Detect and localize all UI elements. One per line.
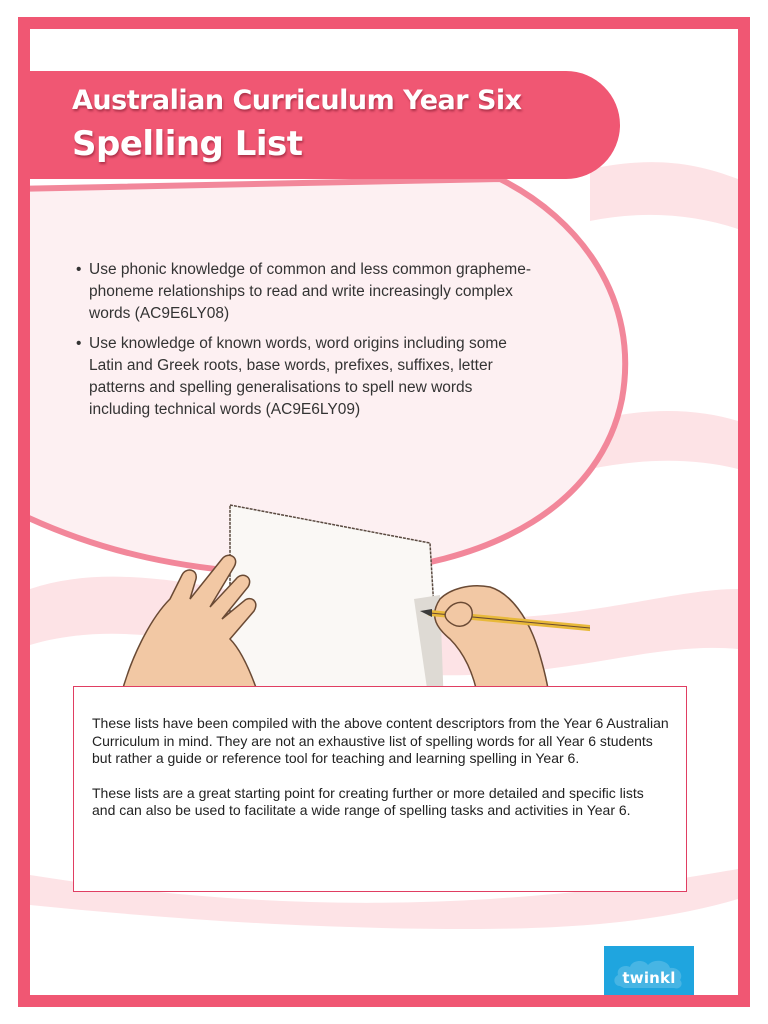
- logo-text: twinkl: [622, 969, 676, 987]
- descriptor-item: • Use phonic knowledge of common and less common grapheme-phoneme relationships to read and write increasingly complex words (AC9E6LY08): [76, 259, 536, 325]
- info-paragraph: These lists are a great starting point for creating further or more detailed and specific lists and can also be used to facilitate a wide range of spelling tasks and activities in Year 6.: [92, 784, 644, 818]
- paper-sheet: [230, 505, 440, 699]
- descriptor-item: • Use knowledge of known words, word origins including some Latin and Greek roots, base words, prefixes, suffixes, letter patterns and spelling generalisations to spell new words including technical words (AC9E6LY09): [76, 333, 536, 421]
- title-line1: Australian Curriculum Year Six: [72, 85, 522, 116]
- twinkl-logo: [604, 946, 694, 1007]
- info-box: [73, 686, 687, 892]
- hands-writing-illustration: [110, 499, 590, 699]
- right-hand: [435, 586, 550, 699]
- poster-frame: [18, 17, 750, 1007]
- left-hand: [120, 555, 260, 699]
- page-title: Spelling List: [72, 124, 303, 164]
- bg-stripe-1: [590, 162, 738, 229]
- content-descriptors-list: [76, 259, 536, 429]
- info-paragraph: These lists have been compiled with the above content descriptors from the Year 6 Australian Curriculum in mind. They are not an exhaustive list of spelling words for all Year 6 students but rather a guide or reference tool for teaching and learning spelling in Year 6.: [92, 715, 669, 766]
